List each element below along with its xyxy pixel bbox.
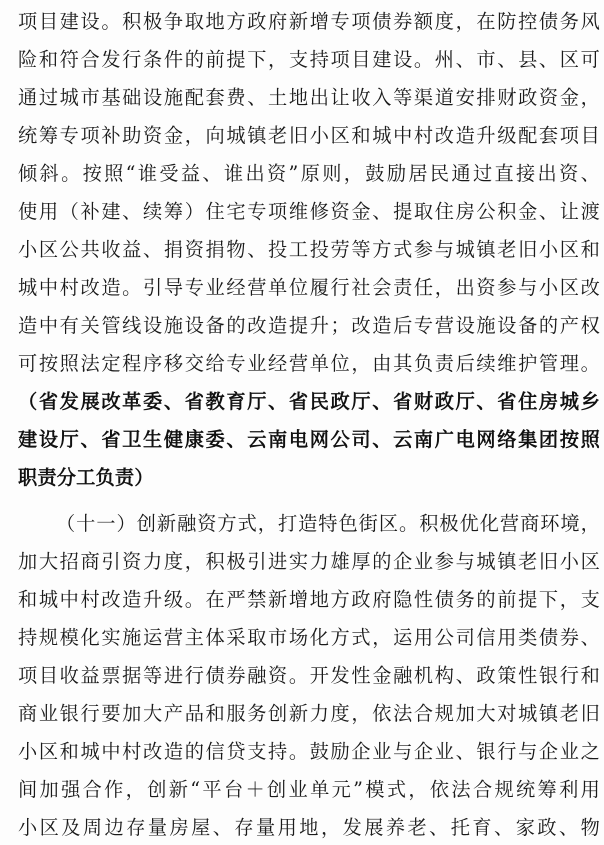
text-line-9: 造中有关管线设施设备的改造提升；改造后专营设施设备的产权 <box>18 314 600 337</box>
text-line-8: 城中村改造。引导专业经营单位履行社会责任，出资参与小区改 <box>18 276 600 299</box>
text-line-4: 统筹专项补助资金，向城镇老旧小区和城中村改造升级配套项目 <box>18 124 600 147</box>
text-line-19: 商业银行要加大产品和服务创新力度，依法合规加大对城镇老旧 <box>18 702 600 725</box>
text-line-22: 小区及周边存量房屋、存量用地，发展养老、托育、家政、物 <box>18 816 600 839</box>
text-line-13: 职责分工负责） <box>18 466 154 489</box>
text-line-7: 小区公共收益、捐资捐物、投工投劳等方式参与城镇老旧小区和 <box>18 238 600 261</box>
text-line-5: 倾斜。按照“谁受益、谁出资”原则，鼓励居民通过直接出资、 <box>18 162 600 185</box>
text-line-15: 加大招商引资力度，积极引进实力雄厚的企业参与城镇老旧小区 <box>18 550 600 573</box>
text-line-20: 小区和城中村改造的信贷支持。鼓励企业与企业、银行与企业之 <box>18 740 600 763</box>
text-line-3: 通过城市基础设施配套费、土地出让收入等渠道安排财政资金， <box>18 86 600 109</box>
text-line-18: 项目收益票据等进行债券融资。开发性金融机构、政策性银行和 <box>18 664 600 687</box>
text-line-6: 使用（补建、续筹）住宅专项维修资金、提取住房公积金、让渡 <box>18 200 600 223</box>
text-line-21: 间加强合作，创新“平台＋创业单元”模式，依法合规统筹利用 <box>18 778 600 801</box>
text-line-17: 持规模化实施运营主体采取市场化方式，运用公司信用类债券、 <box>18 626 600 649</box>
text-line-2: 险和符合发行条件的前提下，支持项目建设。州、市、县、区可 <box>18 48 600 71</box>
text-line-11: （省发展改革委、省教育厅、省民政厅、省财政厅、省住房城乡 <box>18 390 600 413</box>
text-line-1: 项目建设。积极争取地方政府新增专项债券额度，在防控债务风 <box>18 10 600 33</box>
text-line-12: 建设厅、省卫生健康委、云南电网公司、云南广电网络集团按照 <box>18 428 600 451</box>
text-line-14: （十一）创新融资方式，打造特色街区。积极优化营商环境， <box>56 512 600 535</box>
text-line-10: 可按照法定程序移交给专业经营单位，由其负责后续维护管理。 <box>18 352 600 375</box>
text-line-16: 和城中村改造升级。在严禁新增地方政府隐性债务的前提下，支 <box>18 588 600 611</box>
